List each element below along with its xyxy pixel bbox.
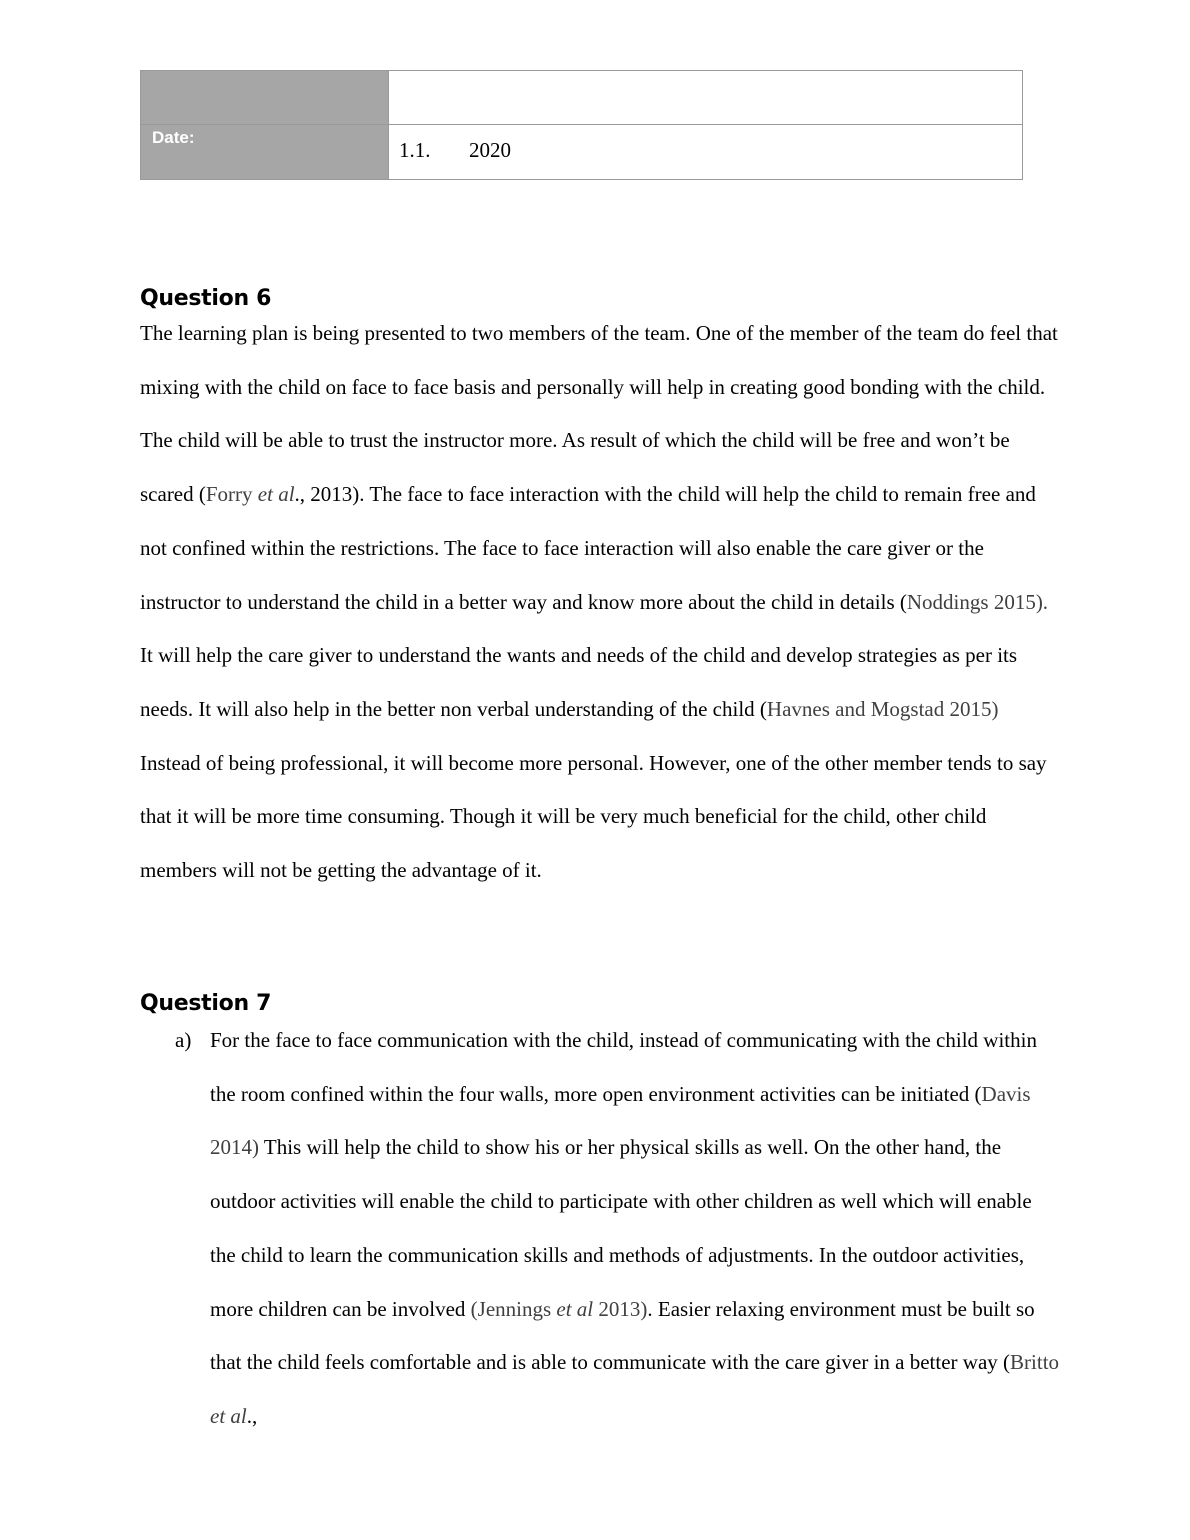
q6-text-2: ). The face to face interaction with the child will help the child to remain free and not confined within the restrictions. The face to face interaction will also enable the care giver or the instructor to understand the child in a better way and know more about the child in details ( [140, 482, 1036, 614]
q6-text-4: Instead of being professional, it will become more personal. However, one of the other member tends to say that it will be more time consuming. Though it will be very much beneficial for the child, other child members will not be getting the advantage of it. [140, 750, 1047, 883]
date-label-cell [141, 125, 389, 180]
q6-text-1: The learning plan is being presented to two members of the team. One of the member of the team do feel that mixing with the child on face to face basis and personally will help in creating good bonding with the child. The child will be able to trust the instructor more. As result of which the child will be free and won’t be scared ( [140, 321, 1058, 507]
citation-davis: Davis 2014) [210, 1081, 1031, 1160]
date-list-number: 1.1. [399, 138, 431, 162]
date-value [389, 125, 1022, 163]
list-marker: a) [175, 1028, 192, 1052]
citation-jennings [471, 1297, 648, 1321]
header-value-cell-empty [389, 71, 1023, 125]
citation-forry [206, 482, 295, 506]
date-value-cell [389, 125, 1023, 180]
q7a-text-1: For the face to face communication with the child, instead of communicating with the child within the room confined within the four walls, more open environment activities can be initiated ( [210, 1028, 1037, 1106]
citation-year: 2013) [593, 1296, 648, 1321]
question-6-paragraph [140, 307, 1060, 898]
citation-noddings: Noddings 2015). [906, 589, 1049, 614]
citation-trailing: ., [246, 1403, 258, 1428]
header-info-table [140, 70, 1023, 180]
citation-etal: et al [210, 1403, 247, 1428]
q7a-text-3: . Easier relaxing environment must be built so that the child feels comfortable and is able to communicate with the care giver in a better way ( [210, 1296, 1035, 1375]
date-label: Date: [152, 128, 195, 147]
date-year: 2020 [469, 138, 511, 162]
header-table-row [141, 71, 1023, 125]
question-7-list [140, 1014, 1060, 1444]
citation-author: (Jennings [470, 1296, 557, 1321]
question-7-heading: Question 7 [140, 991, 272, 1016]
citation-author: Britto [1010, 1350, 1060, 1375]
q6-text-3: It will help the care giver to understand the wants and needs of the child and develop strategies as per its needs. It will also help in the better non verbal understanding of the child ( [140, 643, 1018, 721]
list-item [140, 1014, 1060, 1444]
citation-author: Forry [205, 482, 258, 507]
question-6-heading: Question 6 [140, 286, 272, 311]
citation-etal: et al [556, 1296, 594, 1321]
header-table-row [141, 125, 1023, 180]
citation-havnes-mogstad: Havnes and Mogstad 2015) [766, 696, 999, 721]
citation-etal: et al [257, 482, 295, 507]
q7a-text-2: This will help the child to show his or her physical skills as well. On the other hand, the outdoor activities will enable the child to participate with other children as well which will enable the child to learn the communication skills and methods of adjustments. In the outdoor activities, more children can be involved [210, 1135, 1032, 1321]
citation-year: ., 2013 [294, 482, 353, 507]
header-label-cell-empty [141, 71, 389, 125]
